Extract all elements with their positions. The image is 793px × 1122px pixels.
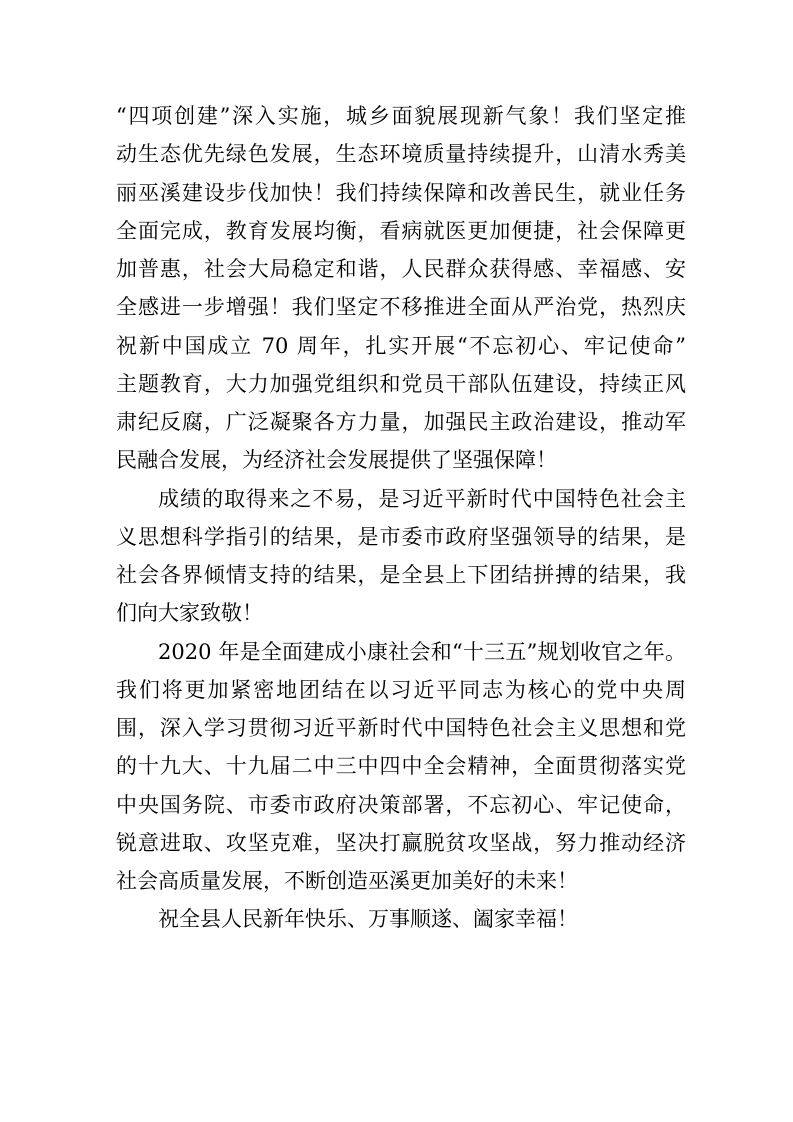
- text-line: 动生态优先绿色发展，生态环境质量持续提升，山清水秀美: [116, 142, 686, 167]
- text-line: 主题教育，大力加强党组织和党员干部队伍建设，持续正风: [116, 371, 686, 396]
- text-line: 围，深入学习贯彻习近平新时代中国特色社会主义思想和党: [116, 716, 686, 740]
- text-line: 丽巫溪建设步伐加快！我们持续保障和改善民生，就业任务: [116, 180, 686, 205]
- text-line: 全感进一步增强！我们坚定不移推进全面从严治党，热烈庆: [116, 295, 686, 320]
- text-line: 的十九大、十九届二中三中四中全会精神，全面贯彻落实党: [116, 754, 686, 779]
- text-line: 社会各界倾情支持的结果，是全县上下团结拼搏的结果，我: [116, 563, 686, 587]
- paragraph-new-year-wishes: [116, 900, 686, 938]
- paragraph-2020-outlook: [116, 633, 686, 901]
- text-line: 2020 年是全面建成小康社会和“十三五”规划收官之年。: [158, 639, 686, 664]
- text-line: 全面完成，教育发展均衡，看病就医更加便捷，社会保障更: [116, 218, 686, 243]
- paragraph-gratitude: [116, 480, 686, 633]
- text-line: 加普惠，社会大局稳定和谐，人民群众获得感、幸福感、安: [116, 257, 686, 281]
- text-line: 民融合发展，为经济社会发展提供了坚强保障！: [116, 448, 557, 473]
- text-line: 祝全县人民新年快乐、万事顺遂、阖家幸福！: [158, 907, 578, 932]
- text-line: 祝新中国成立 70 周年，扎实开展“不忘初心、牢记使命”: [116, 333, 686, 358]
- document-body: [116, 97, 686, 939]
- text-line: 肃纪反腐，广泛凝聚各方力量，加强民主政治建设，推动军: [116, 410, 686, 434]
- text-line: 中央国务院、市委市政府决策部署，不忘初心、牢记使命，: [116, 792, 686, 817]
- text-line: 社会高质量发展，不断创造巫溪更加美好的未来！: [116, 869, 578, 893]
- text-line: 锐意进取、攻坚克难，坚决打赢脱贫攻坚战，努力推动经济: [116, 830, 686, 855]
- text-line: 我们将更加紧密地团结在以习近平同志为核心的党中央周: [116, 677, 686, 702]
- text-line: 义思想科学指引的结果，是市委市政府坚强领导的结果，是: [116, 524, 686, 549]
- text-line: 成绩的取得来之不易，是习近平新时代中国特色社会主: [158, 486, 686, 511]
- text-line: 们向大家致敬！: [116, 601, 263, 626]
- paragraph-achievements: [116, 97, 686, 480]
- text-line: “四项创建”深入实施，城乡面貌展现新气象！我们坚定推: [116, 104, 686, 128]
